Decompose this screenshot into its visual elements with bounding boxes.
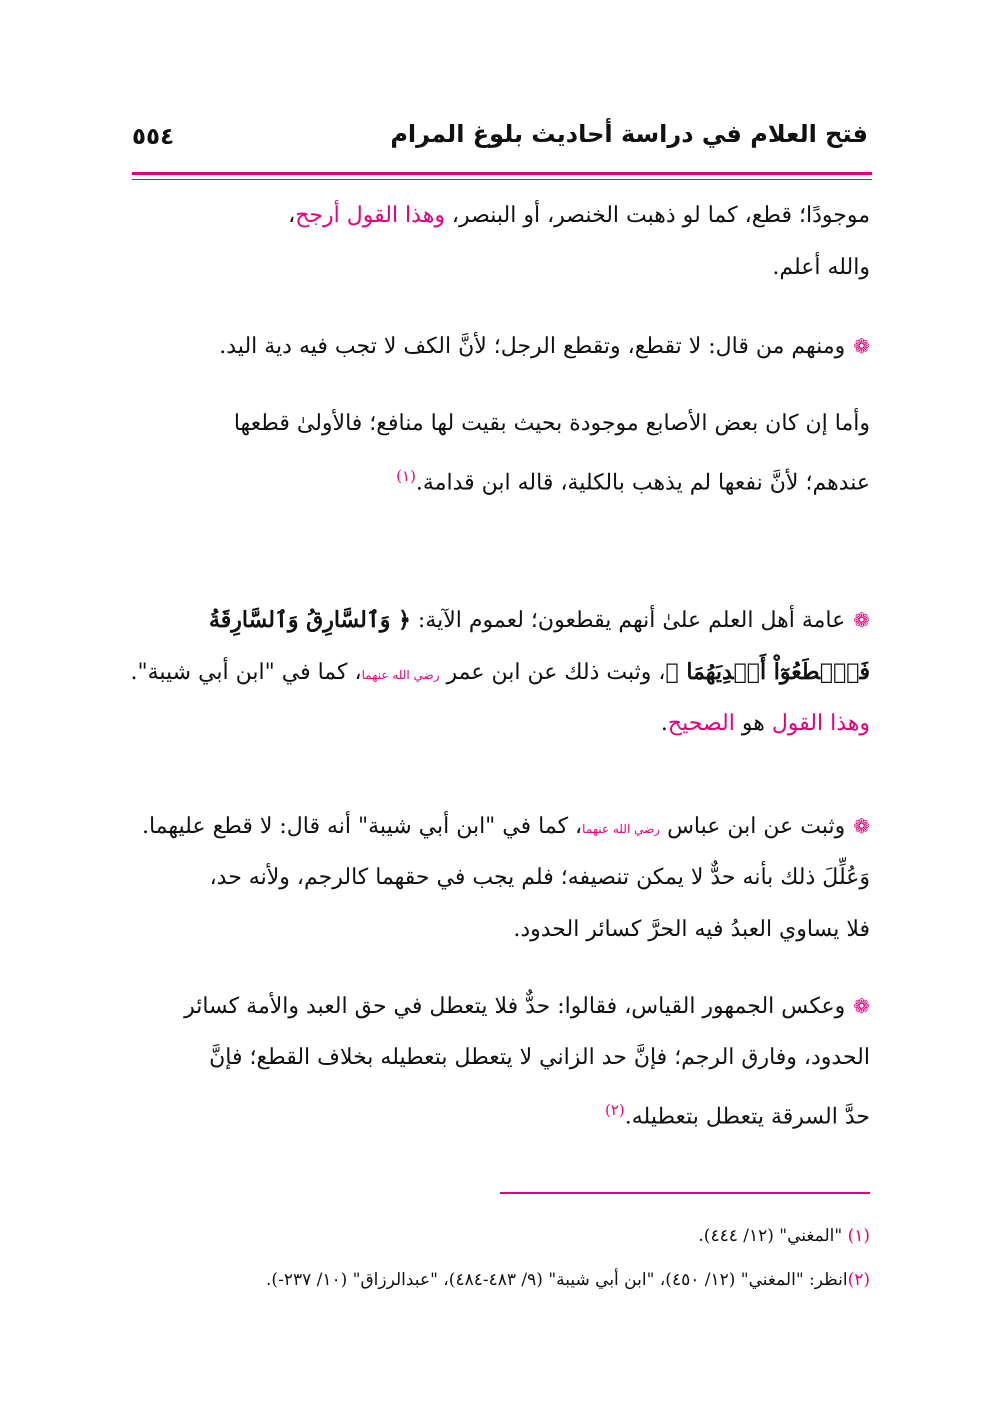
paragraph-line: ❁عامة أهل العلم علىٰ أنهم يقطعون؛ لعموم الآية: ﴿ وَٱلسَّارِقُ وَٱلسَّارِقَةُ [209,607,870,633]
footnote-2: (٢)انظر: "المغني" (١٢/ ٤٥٠)، "ابن أبي شيبة" (٩/ ٤٨٣-٤٨٤)، "عبدالرزاق" (١٠/ ٢٣٧-). [266,1270,870,1290]
paragraph-line: ❁وعكس الجمهور القياس، فقالوا: حدٌّ فلا يتعطل في حق العبد والأمة كسائر [184,994,870,1019]
paragraph-line: عندهم؛ لأنَّ نفعها لم يذهب بالكلية، قاله ابن قدامة.$^{(١)}$ [396,467,870,496]
paragraph-line: فلا يساوي العبدُ فيه الحرَّ كسائر الحدود. [513,917,870,942]
paragraph-line: وَعُلِّلَ ذلك بأنه حدٌّ لا يمكن تنصيفه؛ فلم يجب في حقهما كالرجم، ولأنه حد، [209,865,870,890]
honorific-glyph: رضي الله عنهما [361,668,440,682]
paragraph-line: ❁وثبت عن ابن عباس رضي الله عنهما، كما في "ابن أبي شيبة" أنه قال: لا قطع عليهما. [141,814,870,839]
paragraph-line: وأما إن كان بعض الأصابع موجودة بحيث بقيت لها منافع؛ فالأولىٰ قطعها [233,411,870,436]
running-header-title: فتح العلام في دراسة أحاديث بلوغ المرام [390,120,868,148]
flower-bullet-icon: ❁ [853,814,870,838]
paragraph-line: والله أعلم. [772,255,870,280]
paragraph-1 [134,190,870,294]
paragraph-line: موجودًا؛ قطع، كما لو ذهبت الخنصر، أو البنصر، وهذا القول أرجح، [288,203,870,228]
preferred-opinion-text: وهذا القول أرجح [295,203,445,228]
paragraph-2 [134,320,870,372]
paragraph-3 [134,398,870,502]
footnote-mark: (١) [847,1226,870,1246]
paragraph-line: حدَّ السرقة يتعطل بتعطيله.$^{(٢)}$ [604,1101,870,1130]
footnote-separator [500,1192,870,1194]
paragraph-4 [130,594,870,750]
paragraph-6 [134,980,870,1136]
paragraph-line: وهذا القول هو الصحيح. [660,711,870,736]
quran-verse: فَٱقۡطَعُوٓاْ أَيۡدِيَهُمَا ﴾ [665,659,870,685]
header-rule-thin [132,179,872,180]
flower-bullet-icon: ❁ [853,334,870,358]
footnote-ref-2[interactable]: (٢) [604,1101,625,1119]
paragraph-line: ❁ومنهم من قال: لا تقطع، وتقطع الرجل؛ لأنَّ الكف لا تجب فيه دية اليد. [219,334,870,359]
honorific-glyph: رضي الله عنهما [582,822,661,836]
footnote-mark: (٢) [847,1270,870,1290]
paragraph-line: الحدود، وفارق الرجم؛ فإنَّ حد الزاني لا يتعطل بتعطيله بخلاف القطع؛ فإنَّ [209,1045,870,1070]
footnote-1: (١) "المغني" (١٢/ ٤٤٤). [698,1226,870,1246]
flower-bullet-icon: ❁ [853,994,870,1018]
flower-bullet-icon: ❁ [853,608,870,632]
paragraph-line: فَٱقۡطَعُوٓاْ أَيۡدِيَهُمَا ﴾، وثبت ذلك عن ابن عمر رضي الله عنهما، كما في "ابن أبي شيبة". [130,659,870,685]
header-rule-thick [132,172,872,175]
footnote-ref-1[interactable]: (١) [396,467,416,485]
paragraph-5 [134,800,870,956]
quran-verse: ﴿ وَٱلسَّارِقُ وَٱلسَّارِقَةُ [209,607,411,633]
page-number: ٥٥٤ [132,124,175,150]
